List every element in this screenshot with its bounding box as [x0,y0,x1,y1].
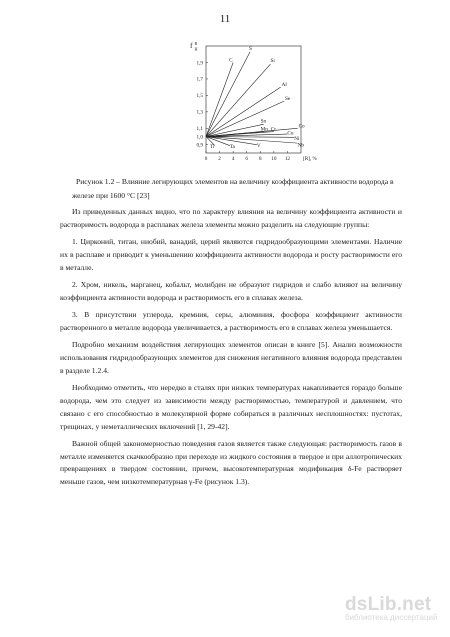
paragraph: Подробно механизм воздействия легирующих элементов описан в книге [5]. Анализ возможности использования гидридообразующих элементов для снижения негативного влияния водорода представлен в разделе 1.2.4. [60,339,402,375]
watermark-tagline: библиотека диссертаций [345,613,438,622]
y-tick-label: 1,9 [196,60,203,67]
series-label-cr: Cr [270,126,277,133]
y-tick-label: 0,9 [196,142,203,149]
paragraph: 1. Цирконий, титан, ниобий, ванадий, церий являются гидридообразующими элементами. Наличие их в расплаве и приводит к уменьшению коэффициента активности водорода и росту растворимости его в металле. [60,237,402,272]
x-tick-label: 2 [218,156,221,162]
series-label-mn: Mn [260,126,268,133]
y-tick-label: 1,5 [196,93,203,100]
series-label-si: Si [270,58,275,65]
dslib-watermark [345,594,445,622]
paragraph: 2. Хром, никель, марганец, кобальт, молибден не образуют гидридов и слабо влияют на величину коэффициента активности водорода и растворимость его в сплавах железа. [60,279,402,302]
paragraph: Необходимо отметить, что нередко в сталях при низких температурах накапливается гораздо больше водорода, чем это следует из зависимости между растворимостью, температурой и давлением, что связано с его способностью в молекулярной форме собираться в различных несплошностях: пустотах, трещинах, у неметаллических включений [1, 29-42]. [60,382,402,431]
figure-caption: Рисунок 1.2 – Влияние легирующих элементов на величину коэффициента активности водорода в железе при 1600 °С [23] [72,177,394,200]
series-label-ti: Ti [209,144,215,151]
y-tick-label: 1,7 [196,76,203,83]
paragraph: Из приведенных данных видно, что по характеру влияния на величину коэффициента активности и растворимость водорода в расплавах железа элементы можно разделить на следующие группы: [60,207,402,229]
x-axis-label: [R], % [303,156,317,162]
x-tick-label: 6 [245,156,249,162]
series-label-ta: Ta [229,144,235,151]
series-label-sn: Sn [260,118,267,125]
series-label-s: S [249,45,252,52]
series-label-c: C [229,57,233,64]
paragraph: 3. В присутствии углерода, кремния, серы, алюминия, фосфора коэффициент активности растворенного в металле водорода увеличивается, а растворимость его в сплавах железа уменьшается. [60,309,402,332]
document-body [60,206,402,493]
chart-svg [185,34,315,174]
y-tick-label: 1,3 [196,109,203,116]
y-axis-label-sup: R [194,41,198,46]
y-axis-label: f [190,41,193,50]
series-line-c [206,62,233,136]
watermark-logo: dsLib.net [345,594,432,615]
x-tick-label: 4 [231,156,235,162]
y-tick-label: 1,0 [196,134,203,141]
y-axis-label-sub: H [194,46,198,52]
page-number: 11 [219,13,231,25]
series-label-ni: Ni [294,135,300,142]
series-label-se: Se [285,96,291,103]
x-tick-label: 0 [204,156,208,162]
x-tick-label: 8 [258,156,262,162]
x-tick-label: 10 [271,156,277,162]
series-label-co: Co [298,123,305,130]
x-tick-label: 12 [284,156,291,162]
series-label-al: Al [281,82,287,89]
y-tick-label: 1,1 [196,126,203,133]
series-label-nb: Nb [297,142,304,149]
series-label-v: V [256,142,261,149]
paragraph: Важной общей закономерностью поведения газов является также следующая: растворимость газов в металле изменяется скачкообразно при переходе из жидкого состояния в твердое и при аллотропических превращениях в твердом состоянии, причем, высокотемпературная модификация δ-Fe растворяет меньше газов, чем низкотемпературная γ-Fe (рисунок 1.3). [60,438,402,487]
alloying-elements-chart [185,34,315,174]
series-label-cu: Cu [287,130,294,137]
